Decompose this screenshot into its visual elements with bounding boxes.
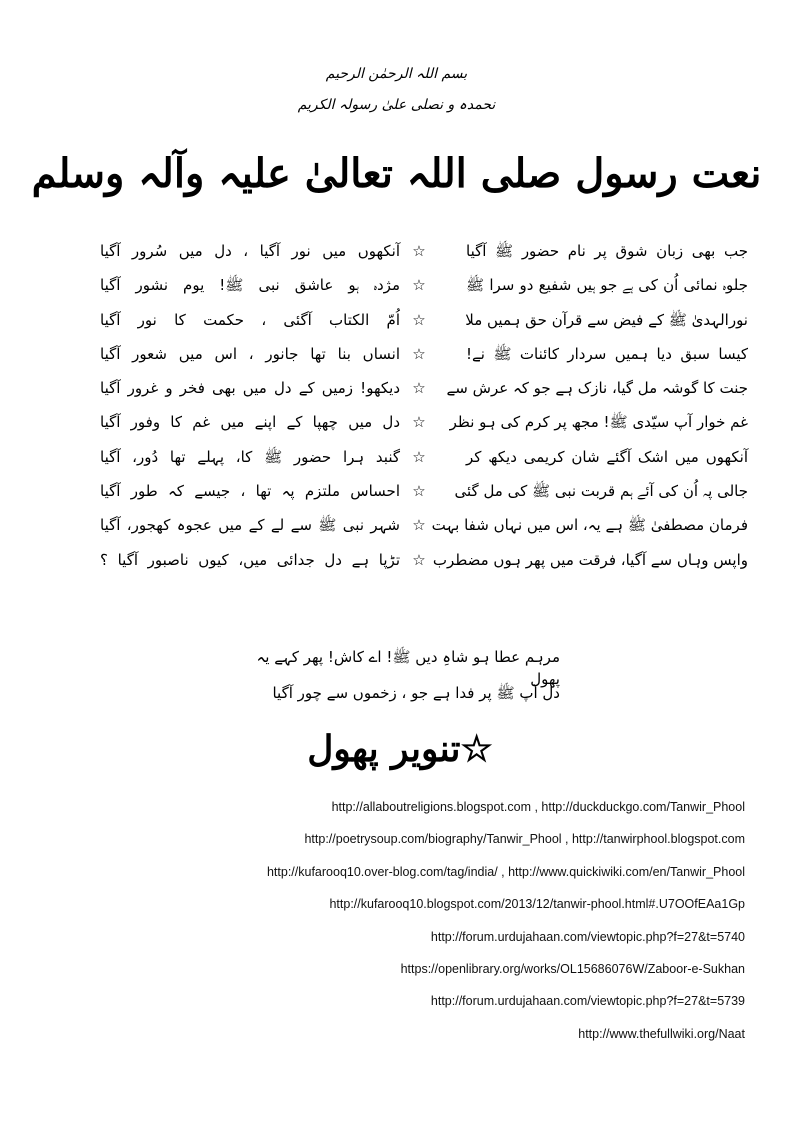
couplet-7 xyxy=(100,448,748,482)
couplet-first-line: کیسا سبق دیا ہمیں سردار کائنات ﷺ نے! xyxy=(466,344,748,363)
closing-line-1: مرہم عطا ہو شاہِ دیں ﷺ! اے کاش! پھر کہے یہ پھول xyxy=(256,648,560,688)
star-separator: ☆ xyxy=(412,516,426,535)
couplet-first-line: فرمان مصطفیٰ ﷺ ہے یہ، اس میں نہاں شفا بہت xyxy=(431,516,748,535)
couplet-second-line: اُمّ الکتاب آگئی ، حکمت کا نور آگیا xyxy=(100,310,400,329)
star-separator: ☆ xyxy=(412,276,426,295)
star-separator: ☆ xyxy=(412,413,426,432)
star-separator: ☆ xyxy=(412,550,426,569)
couplet-second-line: دل میں چھپا کے اپنے میں غم کا وفور آگیا xyxy=(100,413,400,432)
link-line-3[interactable]: http://kufarooq10.over-blog.com/tag/india/ , http://www.quickiwiki.com/en/Tanwir_Phool xyxy=(266,864,745,879)
couplet-first-line: نورالہدیٰ ﷺ کے فیض سے قرآن حق ہمیں ملا xyxy=(465,310,748,329)
couplet-6 xyxy=(100,413,748,447)
couplet-1 xyxy=(100,242,748,276)
couplet-second-line: دیکھو! زمیں کے دل میں بھی فخر و غرور آگیا xyxy=(100,379,400,398)
couplet-first-line: جالی پہ اُن کی آئے ہم قربت نبی ﷺ کی مل گئی xyxy=(454,482,748,501)
star-separator: ☆ xyxy=(412,310,426,329)
couplet-second-line: آنکھوں میں نور آگیا ، دل میں سُرور آگیا xyxy=(100,242,400,260)
poet-signature: ☆تنویر پھول xyxy=(307,728,493,770)
couplet-list xyxy=(100,242,748,585)
star-separator: ☆ xyxy=(412,482,426,501)
link-line-6[interactable]: https://openlibrary.org/works/OL15686076W/Zaboor-e-Sukhan xyxy=(400,961,745,976)
couplet-first-line: جلوہ نمائی اُن کی ہے جو ہیں شفیع دو سرا ﷺ xyxy=(466,276,748,295)
couplet-10 xyxy=(100,551,748,585)
reference-links xyxy=(105,798,745,1057)
couplet-8 xyxy=(100,482,748,516)
bismillah-line: بسم اللہ الرحمٰن الرحیم xyxy=(325,66,468,82)
link-line-4[interactable]: http://kufarooq10.blogspot.com/2013/12/tanwir-phool.html#.U7OOfEAa1Gp xyxy=(329,897,745,912)
couplet-3 xyxy=(100,311,748,345)
link-line-2[interactable]: http://poetrysoup.com/biography/Tanwir_Phool , http://tanwirphool.blogspot.com xyxy=(304,832,745,847)
closing-line-2: دل آپ ﷺ پر فدا ہے جو ، زخموں سے چور آگیا xyxy=(272,684,560,702)
couplet-first-line: جب بھی زبان شوق پر نام حضور ﷺ آگیا xyxy=(466,242,748,260)
star-separator: ☆ xyxy=(412,242,426,260)
couplet-2 xyxy=(100,276,748,310)
couplet-second-line: احساس ملتزم پہ تھا ، جیسے کہ طور آگیا xyxy=(100,482,400,501)
couplet-second-line: مژدہ ہو عاشق نبی ﷺ! یوم نشور آگیا xyxy=(100,276,400,295)
star-separator: ☆ xyxy=(412,344,426,363)
couplet-first-line: غم خوار آپ سیّدی ﷺ! مجھ پر کرم کی ہو نظر xyxy=(449,413,748,432)
hamd-line: نحمدہ و نصلی علیٰ رسولہ الکریم xyxy=(297,97,496,113)
couplet-9 xyxy=(100,516,748,550)
couplet-second-line: گنبد ہرا حضور ﷺ کا، پہلے تھا دُور، آگیا xyxy=(100,447,400,466)
link-line-8[interactable]: http://www.thefullwiki.org/Naat xyxy=(578,1026,745,1041)
link-line-7[interactable]: http://forum.urdujahaan.com/viewtopic.php?f=27&t=5739 xyxy=(430,994,745,1009)
couplet-second-line: انساں بنا تھا جانور ، اس میں شعور آگیا xyxy=(100,344,400,363)
couplet-first-line: آنکھوں میں اشک آگئے شان کریمی دیکھ کر xyxy=(466,447,748,466)
couplet-second-line: شہر نبی ﷺ سے لے کے میں عجوہ کھجور، آگیا xyxy=(100,516,400,535)
couplet-second-line: تڑپا ہے دل جدائی میں، کیوں ناصبور آگیا ؟ xyxy=(100,550,400,569)
link-line-1[interactable]: http://allaboutreligions.blogspot.com , http://duckduckgo.com/Tanwir_Phool xyxy=(331,800,745,814)
couplet-first-line: جنت کا گوشہ مل گیا، نازک ہے جو کہ عرش سے xyxy=(446,379,748,398)
link-line-5[interactable]: http://forum.urdujahaan.com/viewtopic.php?f=27&t=5740 xyxy=(430,929,745,944)
couplet-5 xyxy=(100,379,748,413)
star-separator: ☆ xyxy=(412,447,426,466)
star-separator: ☆ xyxy=(412,379,426,398)
page-title: نعت رسول صلی اللہ تعالیٰ علیہ وآلہ وسلم xyxy=(31,150,762,197)
couplet-first-line: واپس وہاں سے آگیا، فرقت میں پھر ہوں مضطرب xyxy=(432,550,748,569)
couplet-4 xyxy=(100,345,748,379)
